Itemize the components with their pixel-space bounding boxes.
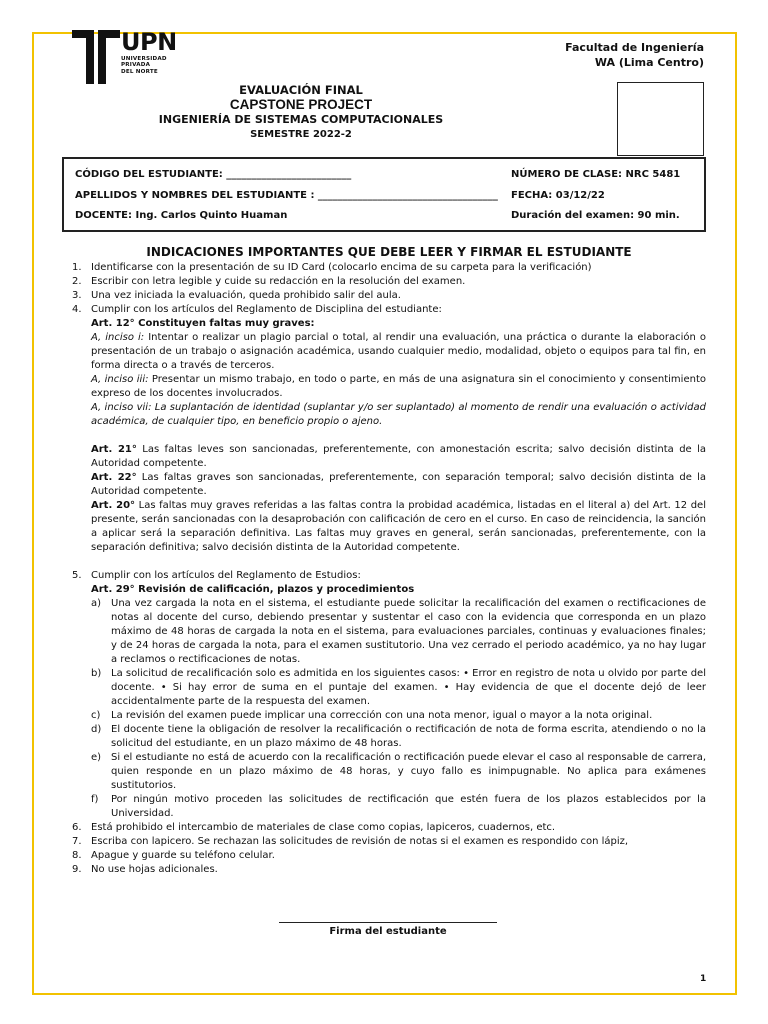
- art29-title: Art. 29° Revisión de calificación, plazos y procedimientos: [91, 584, 415, 595]
- art12-title: Art. 12° Constituyen faltas muy graves:: [91, 318, 315, 329]
- list-item: b) La solicitud de recalificación solo es admitida en los siguientes casos: • Error en registro de nota u olvido por parte del docente. • Si hay error de suma en el puntaje del examen. • Hay evidencia de que el docente dejó de leer accidentalmente parte de la respuesta del examen.: [91, 668, 706, 707]
- list-item: c) La revisión del examen puede implicar una corrección con una nota menor, igual o mayor a la nota original.: [91, 710, 653, 721]
- exam-type: EVALUACIÓN FINAL: [239, 83, 363, 97]
- logo-line-3: DEL NORTE: [121, 68, 158, 75]
- list-item: d) El docente tiene la obligación de resolver la recalificación o rectificación de nota de forma escrita, atendiendo o no la solicitud del estudiante, en un plazo máximo de 48 horas.: [91, 724, 706, 749]
- signature-block: [279, 922, 497, 937]
- campus-name: WA (Lima Centro): [594, 56, 704, 69]
- list-item: 2. Escribir con letra legible y cuide su redacción en la resolución del examen.: [72, 276, 466, 287]
- signature-label: Firma del estudiante: [329, 926, 447, 937]
- list-item: a) Una vez cargada la nota en el sistema, el estudiante puede solicitar la recalificación del examen o rectificaciones de notas al docente del curso, debiendo presentar y sustentar el caso con la evidencia que corresponda en un plazo máximo de 48 horas de cargada la nota en el sistema, para evaluaciones parciales, continuas y evaluaciones finales; y de 24 horas de cargada la nota, para el examen sustitutorio. Una vez cerrado el periodo académico, ya no hay lugar a reclamos o rectificaciones de notas.: [91, 598, 706, 665]
- faculty-info: [565, 40, 704, 70]
- list-item: 5. Cumplir con los artículos del Reglamento de Estudios:: [72, 570, 361, 581]
- art12-clause-iii: A, inciso iii: Presentar un mismo trabajo, en todo o parte, en más de una asignatura sin el conocimiento y consentimiento expreso de los docentes involucrados.: [91, 374, 706, 399]
- logo-subtitle: [121, 56, 177, 75]
- art22: Art. 22° Las faltas graves son sancionadas, preferentemente, con separación temporal; salvo decisión distinta de la Autoridad competente.: [91, 472, 706, 497]
- list-item: 9. No use hojas adicionales.: [72, 864, 218, 875]
- class-number: NÚMERO DE CLASE: NRC 5481: [511, 169, 681, 180]
- student-name-field[interactable]: APELLIDOS Y NOMBRES DEL ESTUDIANTE : ____________________________________: [75, 190, 498, 201]
- exam-duration: Duración del examen: 90 min.: [511, 210, 680, 221]
- page-number: 1: [700, 974, 707, 984]
- student-code-field[interactable]: CÓDIGO DEL ESTUDIANTE: _________________________: [75, 169, 352, 180]
- logo-name: UPN: [121, 28, 177, 56]
- logo-line-1: UNIVERSIDAD: [121, 56, 167, 62]
- list-item: e) Si el estudiante no está de acuerdo con la recalificación o rectificación puede elevar el caso al responsable de carrera, quien responde en un plazo máximo de 48 horas, y cuyo fallo es inimpugnable. No aplica para exámenes sustitutorios.: [91, 752, 706, 791]
- semester: SEMESTRE 2022-2: [250, 129, 352, 140]
- art20: Art. 20° Las faltas muy graves referidas a las faltas contra la probidad académica, listadas en el literal a) del Art. 12 del presente, serán sancionadas con la desaprobación con calificación de cero en el curso. En caso de reincidencia, la sanción a aplicar será la separación definitiva. Las faltas muy graves en general, serán sancionadas, preferentemente, con la separación definitiva; salvo decisión distinta de la Autoridad competente.: [91, 500, 706, 553]
- exam-date: FECHA: 03/12/22: [511, 190, 605, 201]
- grade-box: [617, 82, 704, 156]
- list-item: 3. Una vez iniciada la evaluación, queda prohibido salir del aula.: [72, 290, 401, 301]
- art12-clause-vii: A, inciso vii: La suplantación de identidad (suplantar y/o ser suplantado) al momento de rendir una evaluación o actividad académica, de cualquier tipo, en beneficio propio o ajeno.: [91, 402, 706, 427]
- list-item: 7. Escriba con lapicero. Se rechazan las solicitudes de revisión de notas si el examen es respondido con lápiz,: [72, 836, 629, 847]
- logo-wordmark: [121, 30, 177, 75]
- instructions-title: INDICACIONES IMPORTANTES QUE DEBE LEER Y FIRMAR EL ESTUDIANTE: [146, 245, 632, 259]
- list-item: 4. Cumplir con los artículos del Reglamento de Disciplina del estudiante:: [72, 304, 442, 315]
- art12-clause-i: A, inciso i: Intentar o realizar un plagio parcial o total, al rendir una evaluación, una práctica o durante la elaboración o presentación de un trabajo o asignación académica, usando cualquier medio, modalidad, objeto o equipos para tal fin, en forma directa o a través de terceros.: [91, 332, 706, 371]
- exam-header: [158, 83, 444, 141]
- list-item: 6. Está prohibido el intercambio de materiales de clase como copias, lapiceros, cuadernos, etc.: [72, 822, 556, 833]
- instructions: [72, 245, 706, 877]
- teacher-name: DOCENTE: Ing. Carlos Quinto Huaman: [75, 210, 288, 221]
- course-name: CAPSTONE PROJECT: [229, 97, 373, 112]
- art21: Art. 21° Las faltas leves son sancionadas, preferentemente, con amonestación escrita; salvo decisión distinta de la Autoridad competente.: [91, 444, 706, 469]
- list-item: 1. Identificarse con la presentación de su ID Card (colocarlo encima de su carpeta para la verificación): [72, 262, 592, 273]
- student-info-box: [62, 157, 706, 232]
- list-item: 8. Apague y guarde su teléfono celular.: [72, 850, 275, 861]
- career-name: INGENIERÍA DE SISTEMAS COMPUTACIONALES: [158, 113, 444, 126]
- list-item: f) Por ningún motivo proceden las solicitudes de rectificación que estén fuera de los plazos establecidos por la Universidad.: [91, 794, 706, 819]
- logo-line-2: PRIVADA: [121, 62, 151, 69]
- faculty-name: Facultad de Ingeniería: [565, 41, 704, 54]
- signature-line[interactable]: [279, 922, 497, 923]
